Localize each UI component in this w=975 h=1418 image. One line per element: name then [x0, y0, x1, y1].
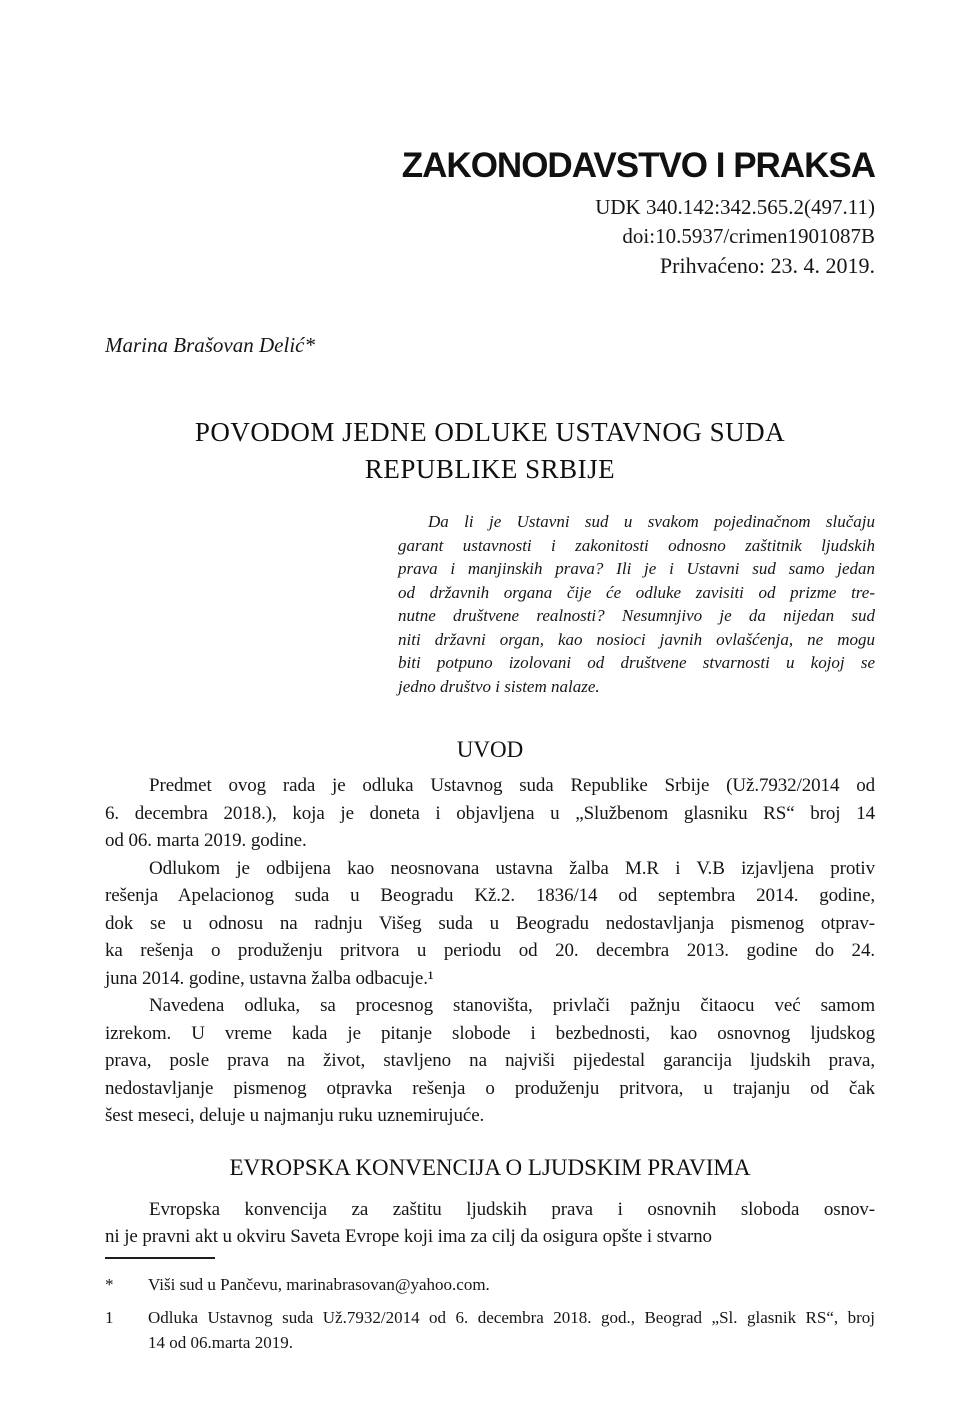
text-line: Viši sud u Pančevu, marinabrasovan@yahoo.com. [148, 1274, 490, 1294]
text-line: Evropska konvencija za zaštitu ljudskih prava i osnovnih sloboda osnov- [149, 1198, 875, 1220]
text-line: nedostavljanje pismenog otpravka rešenja o produženju pritvora, u trajanju od čak [105, 1077, 875, 1099]
footnote-marker: * [105, 1274, 114, 1294]
journal-title: ZAKONODAVSTVO I PRAKSA [401, 146, 875, 185]
doi-number: doi:10.5937/crimen1901087B [622, 224, 875, 248]
abstract-block [398, 510, 875, 698]
text-line: ni je pravni akt u okviru Saveta Evrope koji ima za cilj da osigura opšte i stvarno [105, 1226, 712, 1247]
text-line: od državnih organa čije će odluke zavisiti od prizme tre- [398, 582, 875, 602]
footnote-star [105, 1272, 875, 1297]
text-line: šest meseci, deluje u najmanju ruku uznemirujuće. [105, 1105, 485, 1126]
article-title-line1: POVODOM JEDNE ODLUKE USTAVNOG SUDA [194, 417, 786, 447]
paragraph-uvod-1 [105, 772, 875, 855]
text-line: dok se u odnosu na radnju Višeg suda u Beogradu nedostavljanja pismenog otprav- [105, 912, 875, 934]
text-line: Odluka Ustavnog suda Už.7932/2014 od 6. decembra 2018. god., Beograd „Sl. glasnik RS“, broj [148, 1307, 875, 1327]
text-line: rešenja Apelacionog suda u Beogradu Kž.2. 1836/14 od septembra 2014. godine, [105, 885, 875, 906]
text-line: ka rešenja o produženju pritvora u periodu od 20. decembra 2013. godine do 24. [105, 940, 875, 961]
text-line: od 06. marta 2019. godine. [105, 830, 307, 851]
text-line: niti državni organ, kao nosioci javnih ovlašćenja, ne mogu [398, 629, 875, 649]
author-name: Marina Brašovan Delić* [105, 333, 315, 357]
udk-number: UDK 340.142:342.565.2(497.11) [595, 195, 875, 219]
paragraph-ekljp-1 [105, 1196, 875, 1251]
text-line: prava, posle prava na život, stavljeno na najviši pijedestal garancija ljudskih prava, [105, 1050, 875, 1071]
journal-header [105, 146, 875, 280]
text-line: garant ustavnosti i zakonitosti odnosno zaštitnik ljudskih [398, 535, 875, 555]
text-line: nutne društvene realnosti? Nesumnjivo je da nijedan sud [398, 606, 875, 625]
paragraph-uvod-2 [105, 855, 875, 993]
paragraph-uvod-3 [105, 992, 875, 1130]
footnote-text [148, 1272, 875, 1297]
footnote-1 [105, 1305, 875, 1355]
text-line: Navedena odluka, sa procesnog stanovišta, privlači pažnju čitaocu već samom [149, 995, 875, 1016]
text-line: biti potpuno izolovani od društvene stvarnosti u kojoj se [398, 653, 875, 672]
footnote-text [148, 1305, 875, 1355]
text-line: prava i manjinskih prava? Ili je i Ustavni sud samo jedan [398, 559, 875, 578]
text-line: 14 od 06.marta 2019. [148, 1332, 293, 1352]
footnote-separator-rule [105, 1257, 215, 1259]
footnote-marker: 1 [105, 1307, 114, 1327]
text-line: Odlukom je odbijena kao neosnovana ustavna žalba M.R i V.B izjavljena protiv [149, 857, 875, 879]
text-line: juna 2014. godine, ustavna žalba odbacuje.¹ [105, 967, 434, 989]
section-heading-ekljp: EVROPSKA KONVENCIJA O LJUDSKIM PRAVIMA [229, 1154, 751, 1180]
article-title [105, 414, 875, 488]
accepted-date: Prihvaćeno: 23. 4. 2019. [659, 253, 875, 278]
section-heading-uvod: UVOD [456, 737, 524, 762]
article-title-line2: REPUBLIKE SRBIJE [364, 454, 616, 484]
text-line: 6. decembra 2018.), koja je doneta i objavljena u „Službenom glasniku RS“ broj 14 [105, 802, 875, 824]
text-line: izrekom. U vreme kada je pitanje slobode i bezbednosti, kao osnovnog ljudskog [105, 1022, 875, 1044]
footnotes-area [105, 1257, 875, 1355]
text-line: jedno društvo i sistem nalaze. [398, 676, 600, 696]
text-line: Da li je Ustavni sud u svakom pojedinačnom slučaju [428, 512, 875, 531]
text-line: Predmet ovog rada je odluka Ustavnog suda Republike Srbije (Už.7932/2014 od [149, 775, 875, 796]
